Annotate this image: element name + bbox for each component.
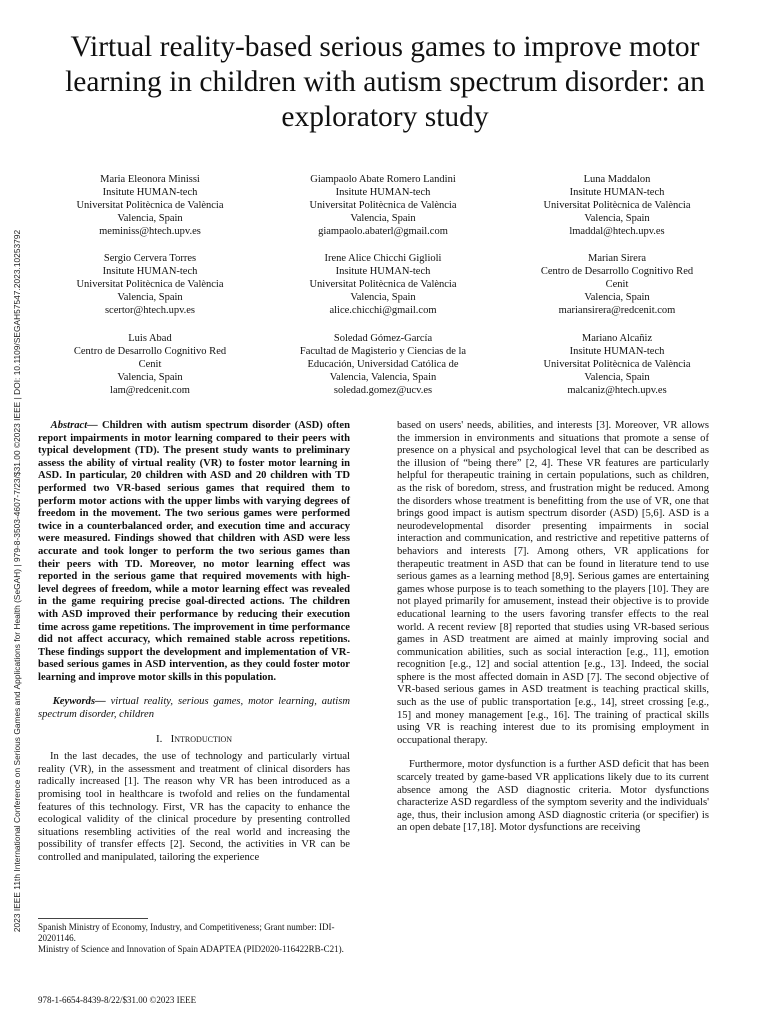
author-name: Luis Abad [128,333,172,344]
author-email[interactable]: mariansirera@redcenit.com [558,305,676,316]
author-name: Soledad Gómez-García [333,333,433,344]
author-affiliation: Insitute HUMAN-tech [102,187,198,198]
author-affiliation: Cenit [605,279,629,290]
author-affiliation: Insitute HUMAN-tech [335,266,431,277]
author-email[interactable]: lam@redcenit.com [110,385,190,396]
doi-sidebar-text: 2023 IEEE 11th International Conference on Serious Games and Applications for Health (SeGAH) | 979-8-3503-4607-7/23/$31.00 ©2023 IEEE | DOI: 10.1109/SEGAH57547.2023.10253792 [12,229,22,933]
author-card [35,332,265,397]
author-email[interactable]: meminiss@htech.upv.es [99,226,201,237]
author-affiliation: Valencia, Spain [584,372,650,383]
author-affiliation: Valencia, Spain [117,213,183,224]
section-heading-introduction [38,733,350,746]
author-name: Giampaolo Abate Romero Landini [310,174,456,185]
author-affiliation: Universitat Politècnica de València [309,279,457,290]
author-affiliation: Centro de Desarrollo Cognitivo Red [540,266,694,277]
author-affiliation: Valencia, Valencia, Spain [329,372,437,383]
keywords-label: Keywords— [52,696,106,708]
author-affiliation: Cenit [138,359,162,370]
author-affiliation: Universitat Politècnica de València [543,200,691,211]
author-affiliation: Valencia, Spain [117,292,183,303]
author-affiliation: Universitat Politècnica de València [76,279,224,290]
author-name: Maria Eleonora Minissi [100,174,200,185]
author-name: Irene Alice Chicchi Giglioli [324,253,442,264]
footnote-divider [38,918,148,919]
copyright-notice: 978-1-6654-8439-8/22/$31.00 ©2023 IEEE [38,995,197,1005]
footnote [38,922,360,955]
abstract-label: Abstract— [50,420,98,431]
footnote-funding-1: Spanish Ministry of Economy, Industry, and Competitiveness; Grant number: IDI-20201146. [38,922,335,943]
author-card [502,332,732,397]
author-affiliation: Valencia, Spain [584,213,650,224]
right-paragraph-1: based on users' needs, abilities, and interests [3]. Moreover, VR allows the immersion in environments and situations that promote a sense of presence on a physical and psychological level that can be described as the illusion of “being there” [2, 4]. These VR features are particularly helpful for therapeutic training in certain populations, such as children, as the risk of boredom, stress, and frustration might be reduced. Among the disorders whose treatment is benefitting from the use of VR, one that brings good impact is autism spectrum disorder (ASD) [5,6]. ASD is a neurodevelopmental disorder presenting impairments in social interaction and communication, and restrictive and repetitive patterns of behaviors and interests [7]. Among others, VR applications for therapeutic treatment in ASD that can be found in literature tend to use serious games as a learning method [8,9]. Serious games are entertaining games whose purpose is to teach something to the players [10]. They are not played primarily for amusement, instead their objective is to provide educational learning to the users favoring transfer effects to the real world. A recent review [8] reported that studies using VR-based serious games in ASD treatment are aimed at mainly improving social and communication abilities, such as social interaction [e.g., 11], emotion recognition [e.g., 12] and social attention [e.g., 13]. Indeed, the social sphere is the most affected domain in ASD [7]. The second objective of VR-based serious games in ASD treatment is teaching practical skills, such as the use of public transportation [e.g., 14], street crossing [e.g., 15] and money management [e.g., 16]. The training of practical skills using VR is reaching interest due to its promising employment in occupational therapy. [397,420,709,746]
author-affiliation: Facultad de Magisterio y Ciencias de la [299,346,467,357]
author-affiliation: Insitute HUMAN-tech [569,187,665,198]
keywords-text: virtual reality, serious games, motor learning, autism spectrum disorder, children [38,696,351,721]
right-column [397,420,709,835]
author-card [502,252,732,317]
right-paragraph-2: Furthermore, motor dysfunction is a further ASD deficit that has been scarcely treated by game-based VR applications likely due to its current absence among the ASD diagnostic criteria. Motor dysfunctions characterize ASD regardless of the symptom severity and the individuals' age, thus, their inclusion among ASD diagnostic criteria (or specifier) is an open debate [17,18]. Motor dysfunctions are receiving [397,759,709,834]
author-affiliation: Insitute HUMAN-tech [569,346,665,357]
author-affiliation: Valencia, Spain [350,292,416,303]
author-affiliation: Insitute HUMAN-tech [102,266,198,277]
author-name: Marian Sirera [587,253,647,264]
author-card [268,173,498,238]
author-card [35,173,265,238]
author-name: Luna Maddalon [583,174,651,185]
paper-title: Virtual reality-based serious games to improve motor learning in children with autism spectrum disorder: an exploratory study [65,31,705,133]
author-affiliation: Valencia, Spain [584,292,650,303]
author-email[interactable]: giampaolo.abaterl@gmail.com [318,226,448,237]
author-card [35,252,265,317]
footnote-funding-2: Ministry of Science and Innovation of Spain ADAPTEA (PID2020-116422RB-C21). [38,944,344,954]
author-card [268,332,498,397]
author-email[interactable]: scertor@htech.upv.es [104,305,196,316]
author-affiliation: Educación, Universidad Católica de [307,359,459,370]
author-name: Sergio Cervera Torres [103,253,197,264]
doi-sidebar [9,212,25,950]
author-affiliation: Universitat Politècnica de València [543,359,691,370]
author-email[interactable]: alice.chicchi@gmail.com [329,305,437,316]
author-email[interactable]: malcaniz@htech.upv.es [567,385,667,396]
author-card [268,252,498,317]
section-title: Introduction [170,732,233,745]
author-email[interactable]: lmaddal@htech.upv.es [569,226,665,237]
author-card [502,173,732,238]
keywords [38,696,350,721]
author-affiliation: Insitute HUMAN-tech [335,187,431,198]
section-number: I. [155,732,163,745]
abstract-text: Children with autism spectrum disorder (ASD) often report impairments in motor learning compared to their peers with typical development (TD). The present study wants to preliminary assess the ability of virtual reality (VR) to foster motor learning in ASD. In particular, 20 children with ASD and 20 children with TD performed two VR-based serious games that required them to perform motor actions with the upper limbs with varying degrees of freedom in the movement. The two serious games were performed twice in a counterbalanced order, and execution time and accuracy were measured. Findings showed that children with ASD were less accurate and took longer to perform the two serious games than their peers with TD. Moreover, no motor learning effect was reported in the serious game that required movements with high-level degrees of freedom, while a motor learning effect was revealed in the game requiring precise goal-directed actions. The children with ASD improved their performance by reducing their execution time across game repetitions. The improvement in time performance did not affect accuracy, which remained stable across repetitions. These findings support the development and implementation of VR-based serious games in ASD intervention, as they could foster motor learning and improve motor skills in this population. [38,420,350,683]
author-affiliation: Valencia, Spain [117,372,183,383]
author-affiliation: Valencia, Spain [350,213,416,224]
left-column [38,420,350,865]
intro-paragraph-1: In the last decades, the use of technology and particularly virtual reality (VR), in the assessment and treatment of clinical disorders has radically increased [1]. The reason why VR has been introduced as a promising tool in healthcare is twofold and relies on the fundamental features of this technology. First, VR has the capacity to enhance the ecological validity of the clinical procedure by presenting controlled situations resembling activities of the real world and increasing the possibility of transfer effects [2]. Second, the activities in VR can be controlled and manipulated, tailoring the experience [38,751,350,863]
author-name: Mariano Alcañiz [581,333,653,344]
author-email[interactable]: soledad.gomez@ucv.es [333,385,433,396]
author-affiliation: Universitat Politècnica de València [76,200,224,211]
abstract [38,420,350,684]
author-affiliation: Centro de Desarrollo Cognitivo Red [73,346,227,357]
author-affiliation: Universitat Politècnica de València [309,200,457,211]
